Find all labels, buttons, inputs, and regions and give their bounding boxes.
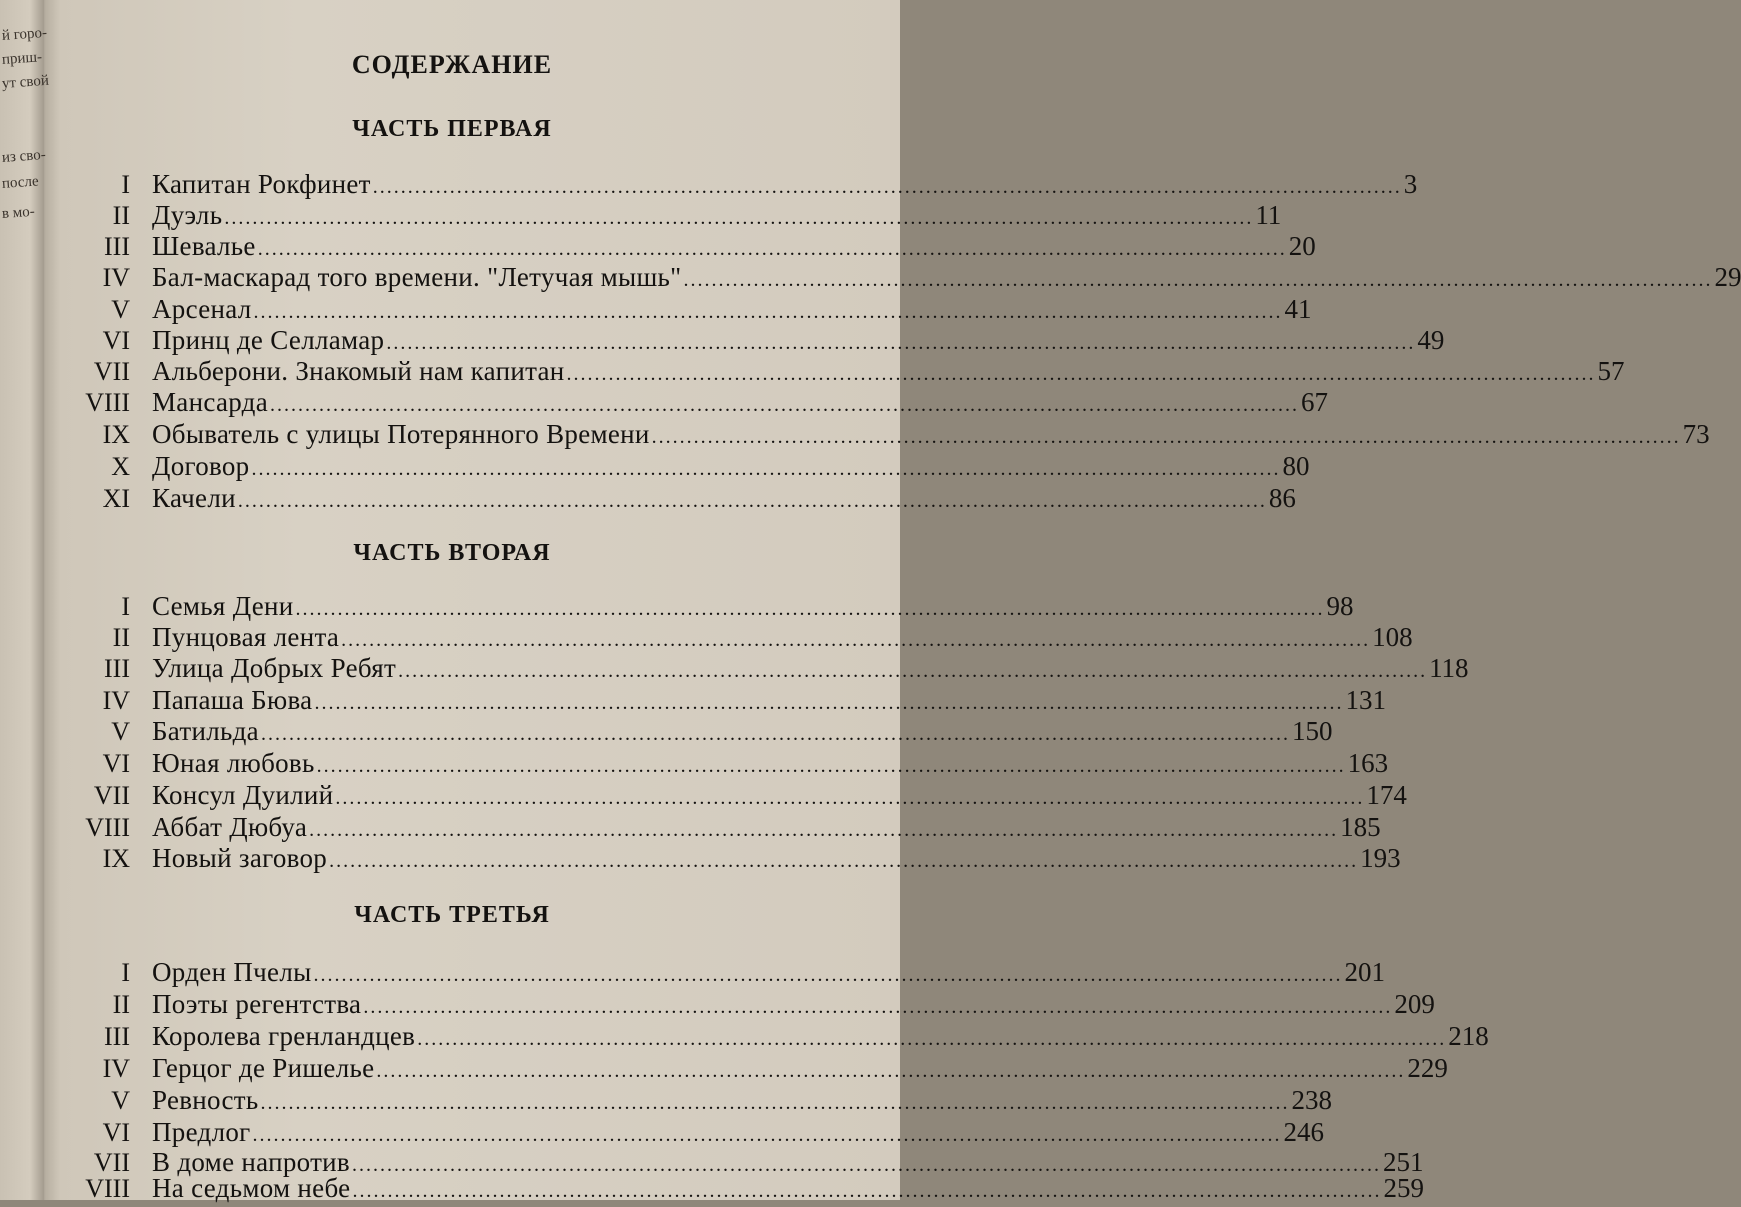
chapter-title: Папаша Бюва — [152, 685, 313, 715]
leader-dots — [333, 782, 1366, 814]
chapter-number: VI — [102, 749, 130, 778]
page-number: 209 — [1394, 989, 1435, 1019]
toc-entry — [52, 842, 1401, 874]
toc-entry — [52, 1172, 1424, 1203]
toc-entry — [52, 747, 1389, 779]
toc-entry — [52, 811, 1381, 843]
toc-entry — [52, 684, 1386, 716]
leader-dots — [315, 750, 1348, 782]
chapter-title: Капитан Рокфинет — [152, 169, 371, 199]
part-heading: ЧАСТЬ ТРЕТЬЯ — [354, 902, 550, 928]
toc-entry — [52, 652, 1469, 684]
leader-dots — [396, 655, 1429, 687]
chapter-title: Юная любовь — [152, 748, 315, 778]
chapter-number: V — [111, 295, 130, 324]
toc-entry — [52, 956, 1386, 988]
chapter-number: II — [112, 990, 130, 1019]
chapter-number: XI — [102, 484, 130, 513]
page-number: 98 — [1326, 591, 1354, 621]
chapter-number: III — [104, 1022, 130, 1051]
toc-entry — [52, 988, 1435, 1020]
chapter-title: Поэты регентства — [152, 989, 362, 1019]
page-number: 29 — [1714, 262, 1741, 292]
toc-entry — [52, 261, 1741, 293]
chapter-title: Орден Пчелы — [152, 957, 312, 987]
page-number: 11 — [1255, 200, 1282, 230]
page-number: 131 — [1345, 685, 1386, 715]
chapter-number: IV — [102, 1054, 130, 1083]
page-title: СОДЕРЖАНИЕ — [351, 50, 553, 79]
chapter-number: I — [121, 958, 130, 987]
page-number: 73 — [1682, 419, 1710, 449]
chapter-title: Качели — [152, 483, 236, 513]
page-number: 41 — [1284, 294, 1312, 324]
chapter-number: I — [121, 170, 130, 199]
leader-dots — [415, 1023, 1448, 1055]
chapter-number: VI — [102, 1118, 130, 1147]
chapter-title: Принц де Селламар — [152, 325, 385, 355]
toc-entry — [52, 715, 1333, 747]
leader-dots — [361, 991, 1394, 1023]
leader-dots — [312, 959, 1345, 991]
page-number: 163 — [1347, 748, 1389, 778]
chapter-title: Аббат Дюбуа — [152, 812, 308, 842]
previous-page-edge — [0, 0, 50, 1200]
page-number: 49 — [1417, 325, 1445, 355]
chapter-title: В доме напротив — [152, 1147, 350, 1177]
chapter-title: Арсенал — [152, 294, 252, 324]
chapter-title: Альберони. Знакомый нам капитан — [152, 356, 565, 386]
table-of-contents-page — [52, 0, 1741, 1203]
chapter-number: IX — [102, 844, 130, 873]
chapter-title: Батильда — [152, 716, 259, 746]
page-number: 80 — [1282, 451, 1310, 481]
chapter-title: Улица Добрых Ребят — [152, 653, 397, 683]
page-number: 238 — [1291, 1085, 1333, 1115]
toc-entry — [52, 1052, 1448, 1084]
toc-entry — [52, 230, 1316, 262]
chapter-number: IV — [102, 686, 130, 715]
page-number: 251 — [1382, 1147, 1424, 1177]
toc-entry — [52, 482, 1296, 514]
toc-entry — [52, 199, 1282, 231]
chapter-title: Шевалье — [152, 231, 256, 261]
chapter-title: Пунцовая лента — [152, 622, 340, 652]
chapter-title: Договор — [152, 451, 250, 481]
chapter-title: Герцог де Ришелье — [152, 1053, 375, 1083]
chapter-number: VII — [93, 357, 130, 386]
page-number: 20 — [1288, 231, 1316, 261]
chapter-title: Мансарда — [152, 387, 269, 417]
page-number: 86 — [1268, 483, 1296, 513]
leader-dots — [236, 485, 1269, 517]
chapter-number: VIII — [85, 1174, 130, 1203]
prev-page-fragment: приш- — [1, 49, 43, 68]
toc-entry — [52, 386, 1329, 418]
chapter-title: На седьмом небе — [152, 1173, 351, 1203]
chapter-number: I — [121, 592, 130, 621]
page-number: 174 — [1366, 780, 1407, 810]
page-number: 118 — [1429, 653, 1469, 683]
toc-entry — [52, 1116, 1325, 1148]
chapter-number: IV — [102, 263, 130, 292]
leader-dots — [350, 1175, 1383, 1207]
page-number: 259 — [1383, 1173, 1424, 1203]
chapter-number: IX — [102, 420, 130, 449]
toc-entry — [52, 1020, 1489, 1052]
chapter-number: X — [111, 452, 130, 481]
leader-dots — [249, 453, 1282, 485]
chapter-number: VIII — [85, 388, 130, 417]
chapter-number: II — [112, 201, 130, 230]
page-number: 67 — [1301, 387, 1329, 417]
toc-entry — [52, 293, 1312, 325]
leader-dots — [268, 389, 1301, 421]
page-number: 185 — [1340, 812, 1381, 842]
chapter-number: III — [104, 232, 130, 261]
toc-entry — [52, 1084, 1333, 1116]
toc-entry — [52, 418, 1710, 450]
chapter-title: Новый заговор — [152, 843, 328, 873]
chapter-title: Обыватель с улицы Потерянного Времени — [152, 419, 650, 449]
chapter-number: III — [104, 654, 130, 683]
chapter-number: VII — [93, 781, 130, 810]
toc-entry — [52, 590, 1354, 622]
prev-page-fragment: из сво- — [1, 146, 47, 166]
prev-page-fragment: ут свой — [1, 72, 50, 92]
page-number: 108 — [1372, 622, 1413, 652]
page-number: 193 — [1360, 843, 1401, 873]
chapter-title: Семья Дени — [152, 591, 294, 621]
chapter-title: Консул Дуилий — [152, 780, 334, 810]
chapter-number: VI — [102, 326, 130, 355]
page-number: 150 — [1291, 716, 1333, 746]
prev-page-fragment: й горо- — [1, 24, 48, 44]
leader-dots — [681, 264, 1714, 296]
toc-entry — [52, 168, 1418, 200]
page-number: 218 — [1448, 1021, 1489, 1051]
leader-dots — [259, 1087, 1292, 1119]
page-number: 3 — [1403, 169, 1418, 199]
part-heading: ЧАСТЬ ПЕРВАЯ — [352, 116, 552, 142]
prev-page-fragment: после — [1, 173, 40, 192]
part-heading: ЧАСТЬ ВТОРАЯ — [353, 540, 551, 566]
page-number: 57 — [1597, 356, 1625, 386]
page-number: 246 — [1283, 1117, 1325, 1147]
chapter-number: II — [112, 623, 130, 652]
chapter-title: Королева гренландцев — [152, 1021, 416, 1051]
page-number: 229 — [1407, 1053, 1448, 1083]
leader-dots — [327, 845, 1360, 877]
prev-page-fragment: в мо- — [1, 203, 36, 222]
toc-entry — [52, 779, 1407, 811]
page-number: 201 — [1344, 957, 1386, 987]
chapter-number: VII — [93, 1148, 130, 1177]
toc-entry — [52, 324, 1445, 356]
leader-dots — [259, 718, 1292, 750]
toc-entry — [52, 355, 1625, 387]
chapter-number: VIII — [85, 813, 130, 842]
toc-entry — [52, 621, 1413, 653]
chapter-title: Ревность — [152, 1085, 259, 1115]
toc-entry — [52, 450, 1310, 482]
chapter-number: V — [111, 717, 130, 746]
leader-dots — [650, 421, 1683, 453]
chapter-title: Дуэль — [152, 200, 223, 230]
leader-dots — [374, 1055, 1407, 1087]
chapter-number: V — [111, 1086, 130, 1115]
chapter-title: Бал-маскарад того времени. "Летучая мышь" — [152, 262, 682, 292]
chapter-title: Предлог — [152, 1117, 251, 1147]
